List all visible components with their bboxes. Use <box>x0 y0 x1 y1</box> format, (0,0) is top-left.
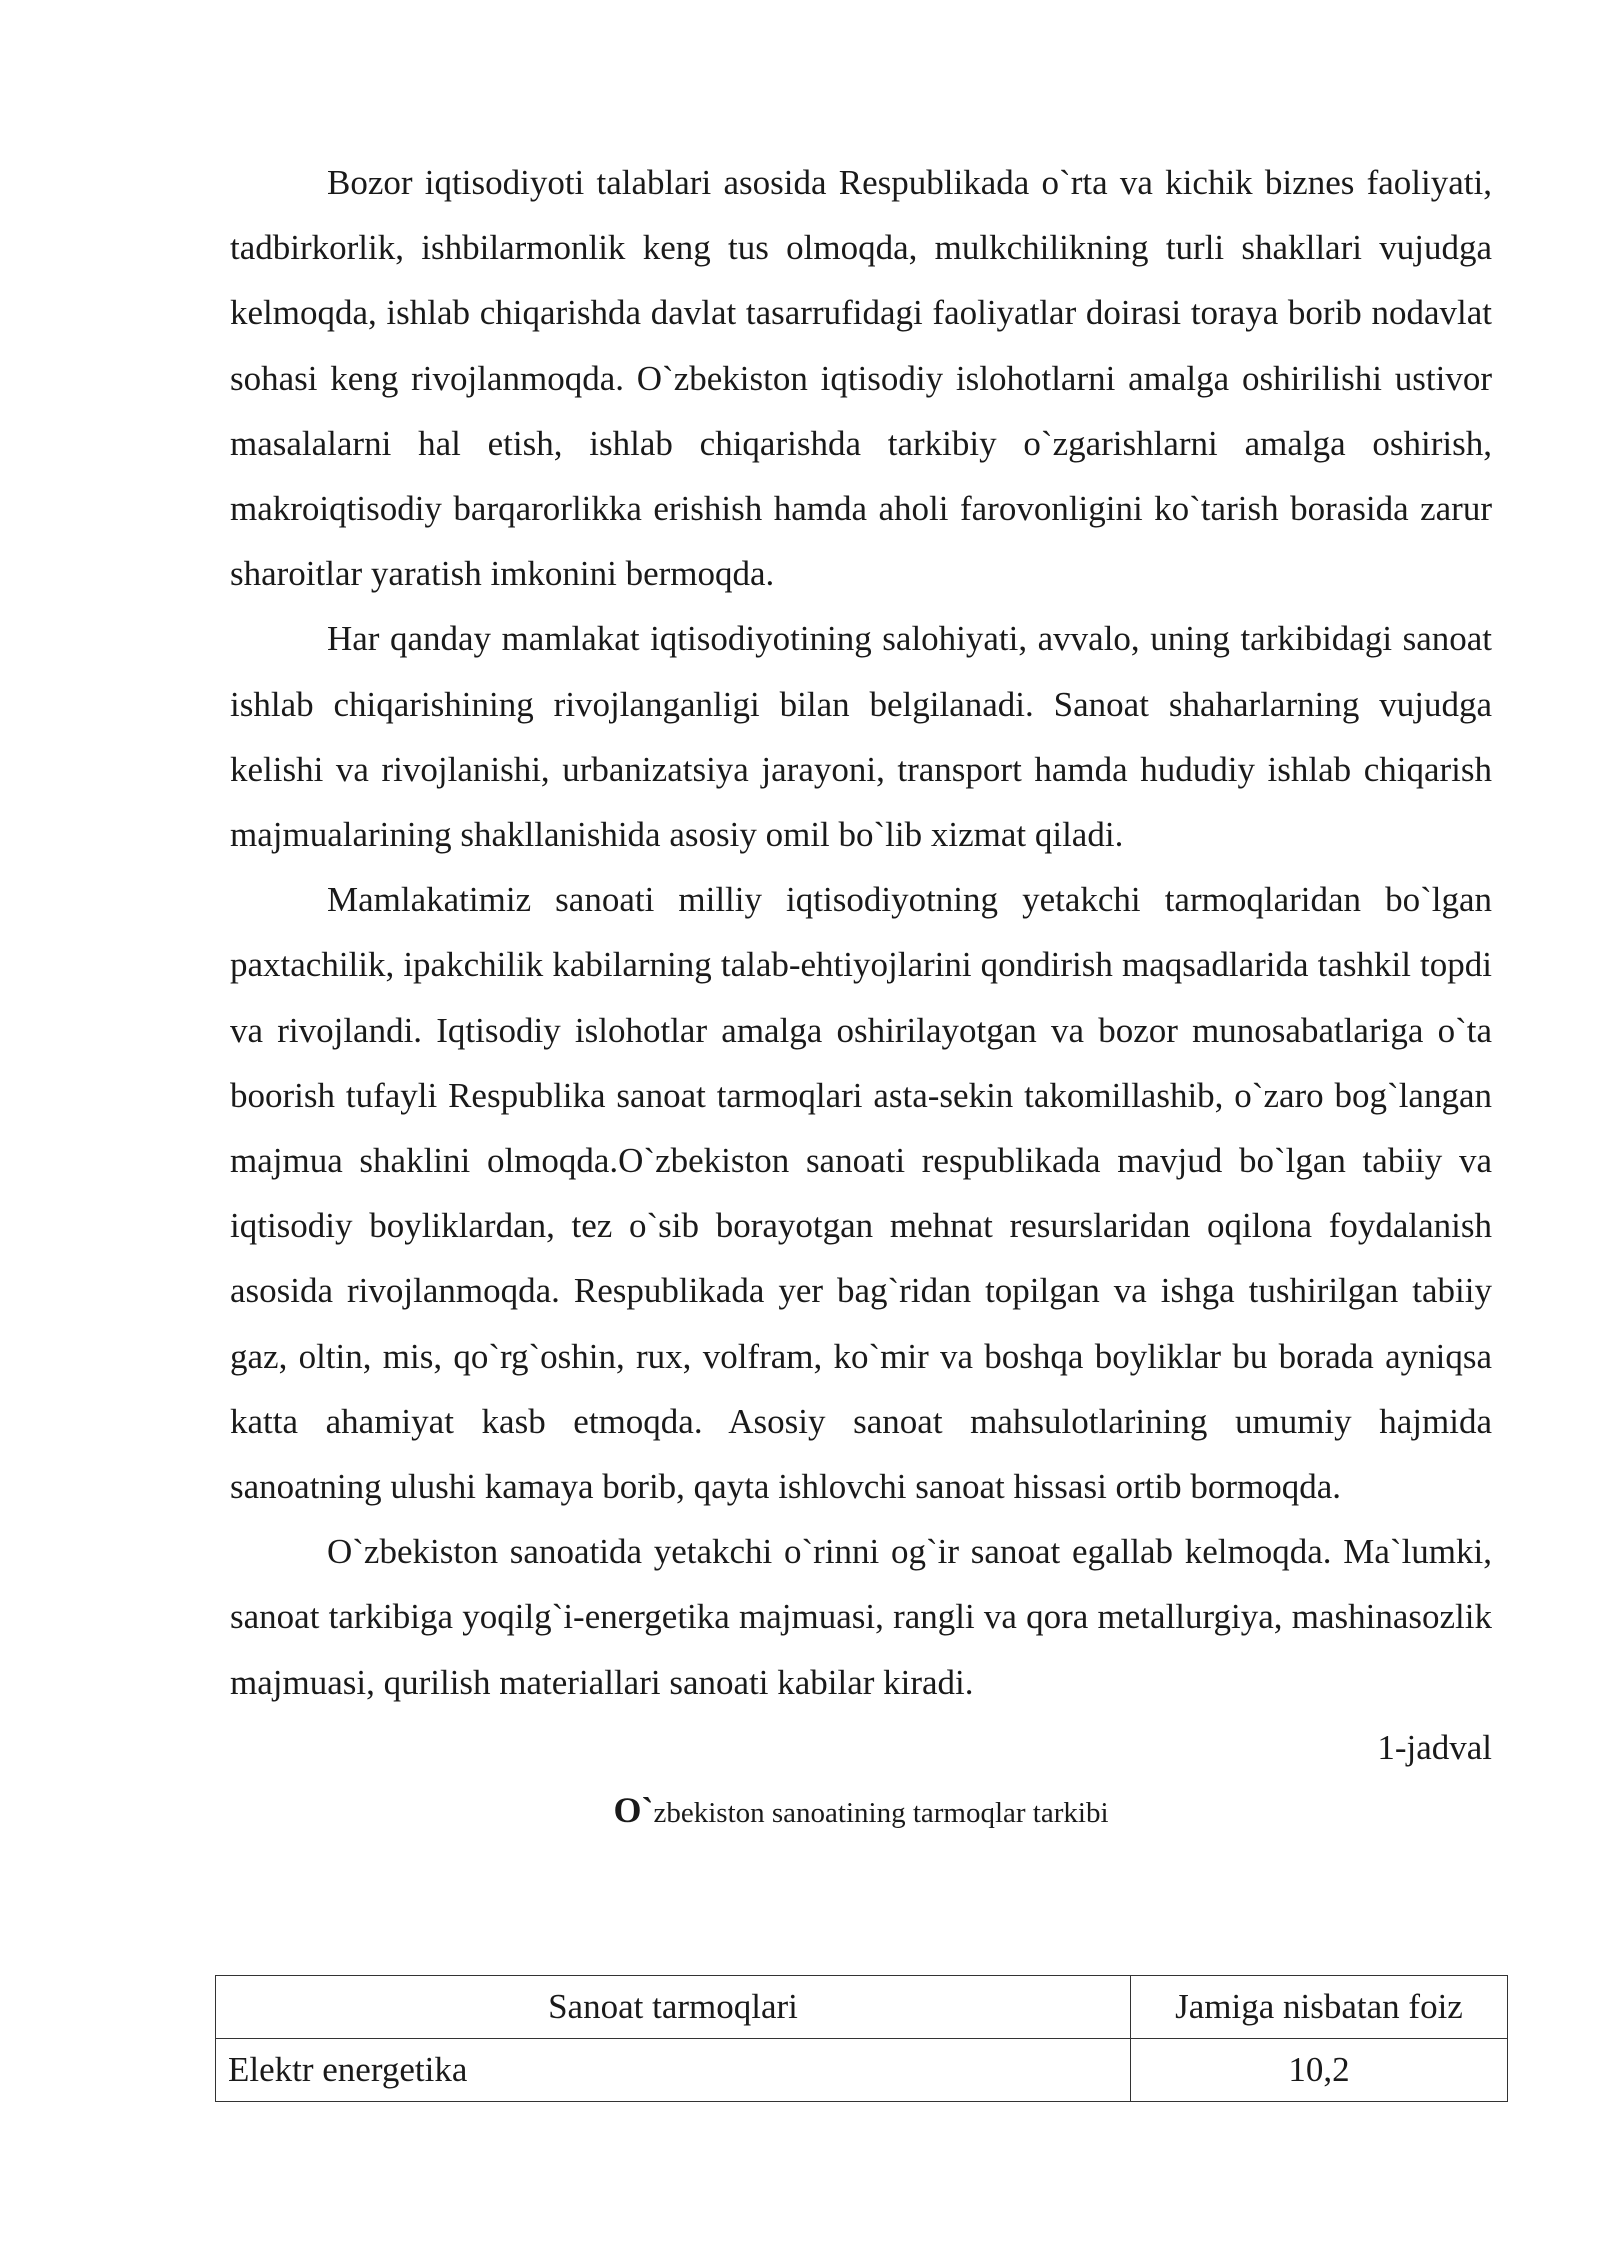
document-page <box>230 150 1492 1843</box>
table-title <box>230 1780 1492 1843</box>
paragraph: Har qanday mamlakat iqtisodiyotining salohiyati, avvalo, uning tarkibidagi sanoat ishlab chiqarishining rivojlanganligi bilan belgilanadi. Sanoat shaharlarning vujudga kelishi va rivojlanishi, urbanizatsiya jarayoni, transport hamda hududiy ishlab chiqarish majmualarining shakllanishida asosiy omil bo`lib xizmat qiladi. <box>230 619 1492 855</box>
table-cell: Elektr energetika <box>216 2039 1131 2102</box>
table-row <box>216 2039 1508 2102</box>
paragraph: Mamlakatimiz sanoati milliy iqtisodiyotning yetakchi tarmoqlaridan bo`lgan paxtachilik, ipakchilik kabilarning talab-ehtiyojlarini qondirish maqsadlarida tashkil topdi va rivojlandi. Iqtisodiy islohotlar amalga oshirilayotgan va bozor munosabatlariga o`ta boorish tufayli Respublika sanoat tarmoqlari asta-sekin takomillashib, o`zaro bog`langan majmua shaklini olmoqda.O`zbekiston sanoati respublikada mavjud bo`lgan tabiiy va iqtisodiy boyliklardan, tez o`sib borayotgan mehnat resurslaridan oqilona foydalanish asosida rivojlanmoqda. Respublikada yer bag`ridan topilgan va ishga tushirilgan tabiiy gaz, oltin, mis, qo`rg`oshin, rux, volfram, ko`mir va boshqa boyliklar bu borada ayniqsa katta ahamiyat kasb etmoqda. Asosiy sanoat mahsulotlarining umumiy hajmida sanoatning ulushi kamaya borib, qayta ishlovchi sanoat hissasi ortib bormoqda. <box>230 880 1492 1507</box>
table-cell: 10,2 <box>1131 2039 1508 2102</box>
table-header-row <box>216 1976 1508 2039</box>
paragraph: Bozor iqtisodiyoti talablari asosida Respublikada o`rta va kichik biznes faoliyati, tadbirkorlik, ishbilarmonlik keng tus olmoqda, mulkchilikning turli shakllari vujudga kelmoqda, ishlab chiqarishda davlat tasarrufidagi faoliyatlar doirasi toraya borib nodavlat sohasi keng rivojlanmoqda. O`zbekiston iqtisodiy islohotlarni amalga oshirilishi ustivor masalalarni hal etish, ishlab chiqarishda tarkibiy o`zgarishlarni amalga oshirish, makroiqtisodiy barqarorlikka erishish hamda aholi farovonligini ko`tarish borasida zarur sharoitlar yaratish imkonini bermoqda. <box>230 163 1492 594</box>
data-table <box>215 1975 1508 2102</box>
table-header-cell: Sanoat tarmoqlari <box>216 1976 1131 2039</box>
table-title-lead: O` <box>613 1789 654 1830</box>
paragraph: O`zbekiston sanoatida yetakchi o`rinni og`ir sanoat egallab kelmoqda. Ma`lumki, sanoat tarkibiga yoqilg`i-energetika majmuasi, rangli va qora metallurgiya, mashinasozlik majmuasi, qurilish materiallari sanoati kabilar kiradi. <box>230 1532 1492 1702</box>
table-title-rest: zbekiston sanoatining tarmoqlar tarkibi <box>653 1796 1109 1829</box>
table-header-cell: Jamiga nisbatan foiz <box>1131 1976 1508 2039</box>
table-number: 1-jadval <box>1377 1727 1492 1767</box>
